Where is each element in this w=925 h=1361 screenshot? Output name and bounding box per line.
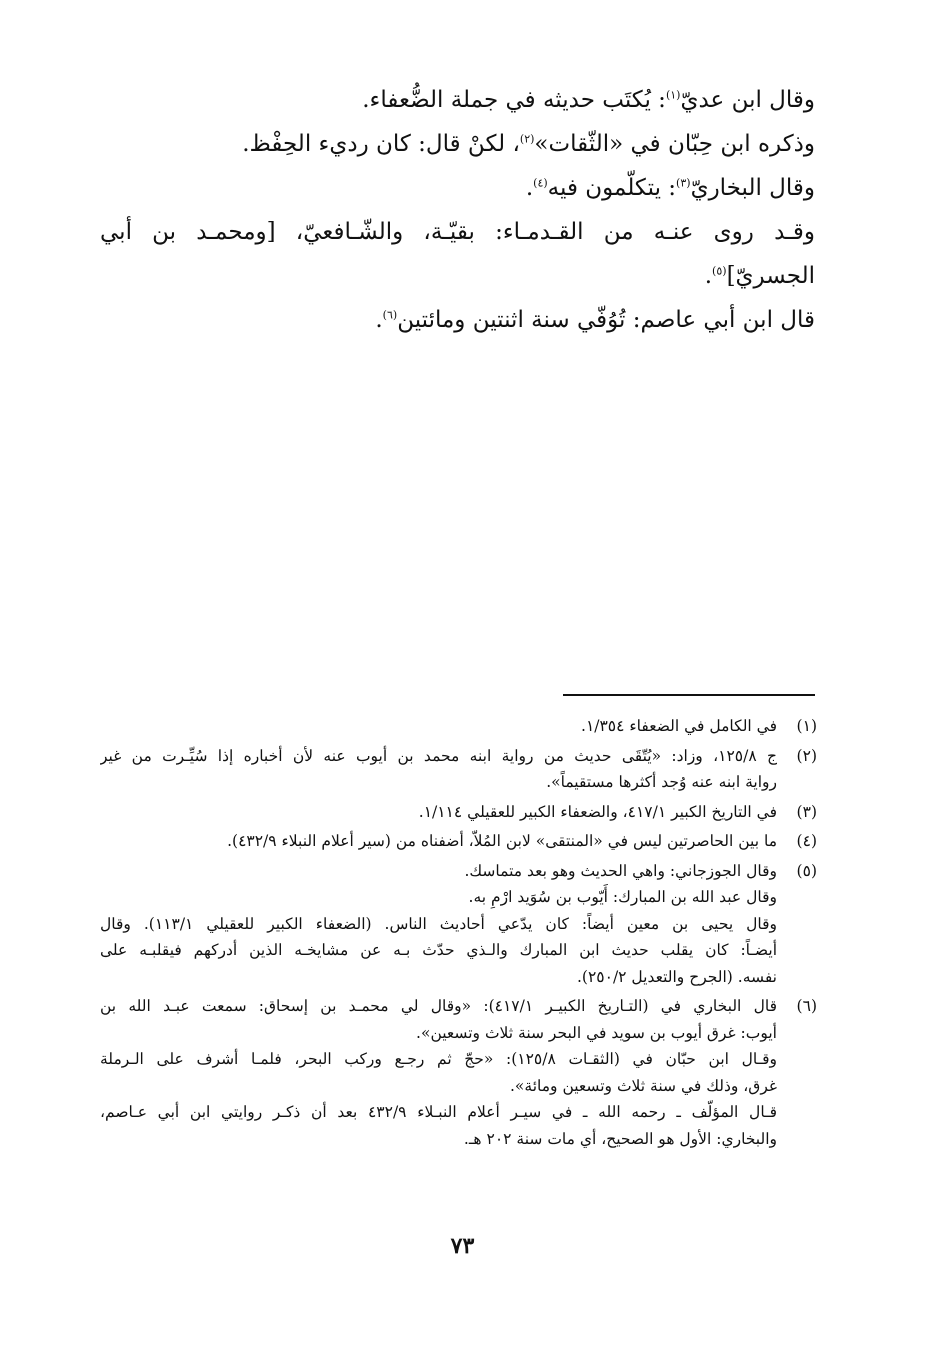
footnote-line: وقال عبد الله بن المبارك: أَيّوب بن سُوَيد ارْمِ به. xyxy=(468,888,777,906)
footnote-line: في الكامل في الضعفاء ١/٣٥٤. xyxy=(581,717,777,735)
footnote-ref: (٢) xyxy=(519,132,535,146)
footnote-line: أيوب: غرق أيوب بن سويد في البحر سنة ثلاث وتسعين». xyxy=(416,1023,777,1042)
main-line-rest: : يتكلّمون فيه xyxy=(547,175,677,201)
footnote-ref: (٤) xyxy=(533,176,548,190)
footnote-line: نفسه. (الجرح والتعديل ٢٥٠/٢). xyxy=(576,967,777,986)
main-line-text: وقال ابن عديّ xyxy=(680,87,815,113)
footnote-line: أيضـاً: كان يقلب حديث ابن المبارك والـذي حدّث بـه عن مشايخـه الذين أدركهم فيقلبـه على xyxy=(100,941,777,959)
footnote-number: (٥) xyxy=(796,861,817,880)
footnote-line: قال البخاري في (التـاريخ الكبيـر ٤١٧/١): «وقال لي محمـد بن إسحاق: سمعت عبـد الله بن xyxy=(100,997,777,1015)
footnote-line: ج ١٢٥/٨، وزاد: «يُتّقَى حديث من رواية ابنه محمد بن أيوب عنه لأن أخباره إذا سُيِّـرت من غير xyxy=(100,746,777,765)
footnote-number: (٤) xyxy=(796,832,817,850)
main-line-rest: : يُكتَب حديثه في جملة الضُّعفاء. xyxy=(362,87,666,113)
footnote-line: قـال المؤلّف ـ رحمه الله ـ في سيـر أعلام النبـلاء ٤٣٢/٩ بعد أن ذكـر روايتي ابن أبي عـاصم، xyxy=(100,1103,777,1121)
footnote-5 xyxy=(100,858,817,991)
main-line-rest: . xyxy=(704,263,713,289)
main-line-rest: . xyxy=(375,307,383,333)
main-line-text: وقال البخاريّ xyxy=(690,175,815,201)
main-line-rest: . xyxy=(525,175,534,201)
main-line-6 xyxy=(100,298,815,342)
footnote-divider xyxy=(563,694,815,696)
main-line-4 xyxy=(100,210,815,254)
footnote-number: (١) xyxy=(796,717,817,735)
footnote-number: (٦) xyxy=(796,997,817,1015)
footnote-line: وقال يحيى بن معين أيضاً: كان يدّعي أحاديث الناس. (الضعفاء الكبير للعقيلي ١١٣/١). وقال xyxy=(100,914,777,933)
main-line-2 xyxy=(100,122,815,166)
main-line-5 xyxy=(100,254,815,298)
footnote-1 xyxy=(100,713,817,740)
page-number: ٧٣ xyxy=(450,1233,475,1259)
main-line-text: قال ابن أبي عاصم: تُوُفّي سنة اثنتين ومائتين xyxy=(397,307,815,333)
footnote-line: وقـال ابن حبّان في (الثقـات ١٢٥/٨): «حجّ ثم رجـع وركب البحر، فلمـا أشرف على الـرملة xyxy=(100,1050,777,1068)
footnotes xyxy=(100,713,817,1155)
footnote-line: ما بين الحاصرتين ليس في «المنتقى» لابن المُلاّ، أضفناه من (سير أعلام النبلاء ٤٣٢/٩). xyxy=(227,832,777,850)
main-line-1 xyxy=(100,78,815,122)
footnote-ref: (٣) xyxy=(676,176,691,190)
footnote-3 xyxy=(100,799,817,826)
footnote-ref: (٦) xyxy=(382,308,398,322)
footnote-line: والبخاري: الأول هو الصحيح، أي مات سنة ٢٠٢ هـ. xyxy=(463,1129,777,1148)
footnote-line: في التاريخ الكبير ٤١٧/١، والضعفاء الكبير للعقيلي ١/١١٤. xyxy=(418,802,777,821)
footnote-ref: (٥) xyxy=(712,264,727,278)
main-line-text: الجسريّ] xyxy=(726,263,815,289)
footnote-line: غرق، وذلك في سنة ثلاث وتسعين ومائة». xyxy=(509,1076,777,1095)
main-line-3 xyxy=(100,166,815,210)
footnote-number: (٢) xyxy=(796,746,817,765)
footnote-line: وقال الجوزجاني: واهي الحديث وهو بعد متماسك. xyxy=(464,861,777,880)
main-text xyxy=(100,78,815,342)
footnote-number: (٣) xyxy=(796,802,817,821)
main-line-rest: ، لكنْ قال: كان رديء الحِفْظ. xyxy=(242,131,520,157)
main-line-text: وقـد روى عنـه من القـدمـاء: بقيّـة، والشّـافعيّ، [ومحمـد بن أبي xyxy=(100,219,815,245)
footnote-4 xyxy=(100,828,817,855)
footnote-6 xyxy=(100,993,817,1152)
footnote-line: رواية ابنه عنه وُجد أكثرها مستقيماً». xyxy=(546,773,777,791)
footnote-ref: (١) xyxy=(665,88,681,102)
footnote-2 xyxy=(100,743,817,796)
main-line-text: وذكره ابن حِبّان في «الثّقات» xyxy=(534,131,815,157)
